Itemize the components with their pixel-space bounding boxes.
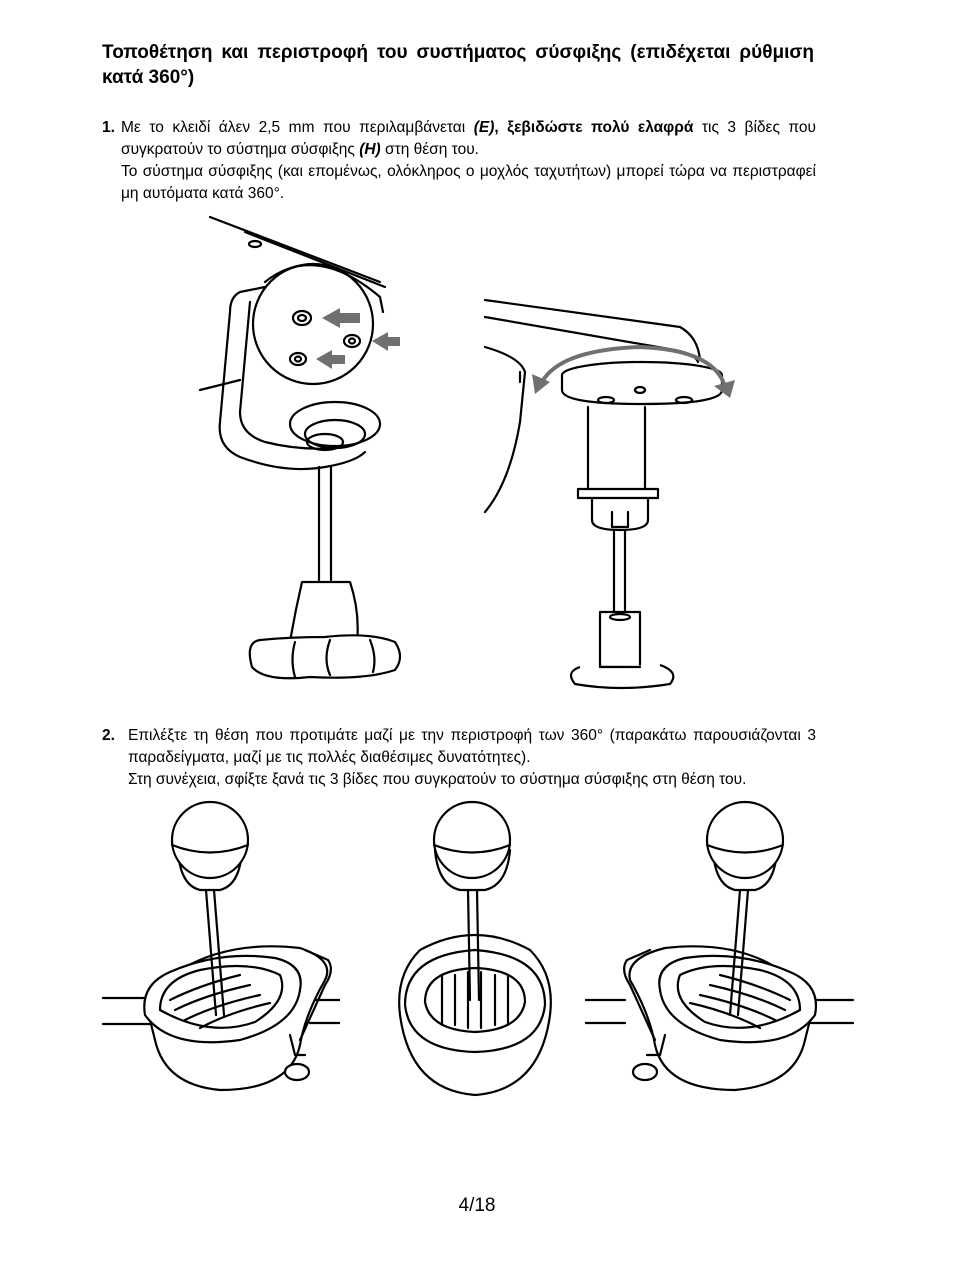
allen-key-ref: (E) bbox=[473, 119, 495, 136]
step-1-note: Το σύστημα σύσφιξης (και επομένως, ολόκληρος ο μοχλός ταχυτήτων) μπορεί τώρα να περιστραφεί μη αυτόματα κατά 360°. bbox=[121, 163, 816, 202]
section-title: Τοποθέτηση και περιστροφή του συστήματος σύσφιξης (επιδέχεται ρύθμιση κατά 360°) bbox=[102, 42, 814, 88]
step-1-instruction: Με το κλειδί άλεν 2,5 mm που περιλαμβάνεται (E), ξεβιδώστε πολύ ελαφρά τις 3 βίδες που συγκρατούν το σύστημα σύσφιξης (H) στη θέση του. bbox=[121, 119, 816, 158]
step-2 bbox=[102, 725, 816, 791]
step-2-instruction: Επιλέξτε τη θέση που προτιμάτε μαζί με την περιστροφή των 360° (παρακάτω παρουσιάζονται 3 παραδείγματα, μαζί με τις πολλές διαθέσιμες δυνατότητες). bbox=[128, 727, 816, 766]
figure-shifter-position-center bbox=[380, 800, 570, 1100]
step-1 bbox=[102, 117, 816, 205]
clamp-ref: (H) bbox=[359, 141, 381, 158]
page-number: 4/18 bbox=[458, 1195, 496, 1216]
step-2-note: Στη συνέχεια, σφίξτε ξανά τις 3 βίδες που συγκρατούν το σύστημα σύσφιξης στη θέση του. bbox=[128, 771, 747, 788]
figure-unscrew-clamp bbox=[195, 212, 435, 687]
arrow-screw-2 bbox=[372, 332, 400, 351]
figure-rotate-clamp bbox=[480, 272, 740, 692]
figure-shifter-position-left bbox=[100, 800, 340, 1095]
figure-shifter-position-right bbox=[585, 800, 855, 1095]
step-2-number: 2. bbox=[102, 727, 115, 744]
step-1-number: 1. bbox=[102, 119, 115, 136]
